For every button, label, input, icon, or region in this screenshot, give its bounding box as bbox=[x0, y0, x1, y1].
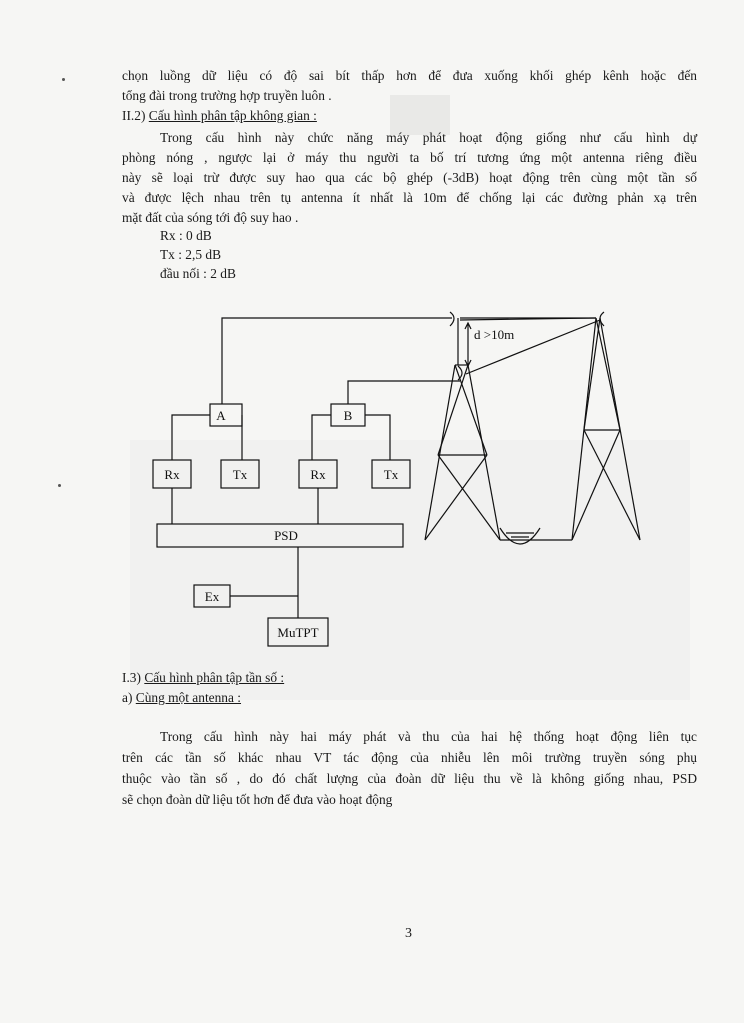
label-a: A bbox=[216, 408, 226, 423]
section-freq-sub-number: a) bbox=[122, 690, 136, 705]
space-paragraph-line-1: Trong cấu hình này chức năng máy phát hoạt động giống như cấu hình dự bbox=[160, 130, 697, 145]
label-rx-1: Rx bbox=[164, 467, 180, 482]
page-number: 3 bbox=[405, 926, 412, 941]
intro-line-2: tổng đài trong trường hợp truyền luôn . bbox=[122, 88, 332, 103]
label-tx-1: Tx bbox=[232, 467, 248, 482]
section-freq-number: I.3) bbox=[122, 670, 145, 685]
feed-line-b bbox=[348, 381, 460, 404]
label-mutpt: MuTPT bbox=[277, 625, 319, 640]
branch-a-rx bbox=[172, 415, 210, 460]
loss-connector: đầu nối : 2 dB bbox=[160, 266, 236, 281]
loss-rx: Rx : 0 dB bbox=[160, 228, 212, 243]
block-a bbox=[210, 404, 242, 426]
freq-paragraph-line-3: thuộc vào tần số , do đó chất lượng của đoàn dữ liệu thu về là không giống nhau, PSD bbox=[122, 771, 697, 786]
label-psd: PSD bbox=[274, 528, 298, 543]
space-paragraph-line-2: phòng nóng , ngược lại ở máy thu người ta bố trí tương ứng một antenna riêng điều bbox=[122, 150, 697, 165]
section-freq-title: Cấu hình phân tập tần số : bbox=[144, 670, 285, 685]
space-paragraph-line-4: và được lệch nhau trên tụ antenna ít nhất là 10m để chống lại các đường phản xạ trên bbox=[122, 190, 697, 205]
right-tower bbox=[572, 312, 640, 540]
space-paragraph-line-3: này sẽ loại trừ được suy hao qua các bộ ghép (-3dB) hoạt động trên cùng một tần số bbox=[122, 170, 697, 185]
section-space-number: II.2) bbox=[122, 108, 149, 123]
section-space-title: Cấu hình phân tập không gian : bbox=[148, 108, 317, 123]
label-b: B bbox=[343, 408, 353, 423]
freq-paragraph-line-2: trên các tần số khác nhau VT tác động của nhiễu lên môi trường truyền sóng phụ bbox=[122, 750, 697, 765]
freq-paragraph-line-4: sẽ chọn đoàn dữ liệu tốt hơn để đưa vào hoạt động bbox=[122, 792, 393, 807]
section-freq-heading bbox=[122, 668, 284, 687]
section-freq-subheading bbox=[122, 688, 241, 707]
intro-line-1: chọn luồng dữ liệu có độ sai bít thấp hơn để đưa xuống khối ghép kênh hoặc đến bbox=[122, 68, 697, 83]
section-freq-sub-title: Cùng một antenna : bbox=[135, 690, 242, 705]
feed-line-a bbox=[222, 318, 452, 404]
freq-paragraph-line-1: Trong cấu hình này hai máy phát và thu của hai hệ thống hoạt động liên tục bbox=[160, 729, 697, 744]
branch-b-rx bbox=[312, 415, 331, 460]
ground-reflection bbox=[500, 528, 572, 544]
branch-b-tx bbox=[365, 415, 390, 460]
space-paragraph-line-5: mặt đất của sóng tới độ suy hao . bbox=[122, 210, 299, 225]
label-distance: d >10m bbox=[474, 327, 515, 342]
label-ex: Ex bbox=[204, 589, 220, 604]
label-rx-2: Rx bbox=[310, 467, 326, 482]
left-tower bbox=[425, 312, 500, 540]
loss-tx: Tx : 2,5 dB bbox=[160, 247, 222, 262]
label-tx-2: Tx bbox=[383, 467, 399, 482]
